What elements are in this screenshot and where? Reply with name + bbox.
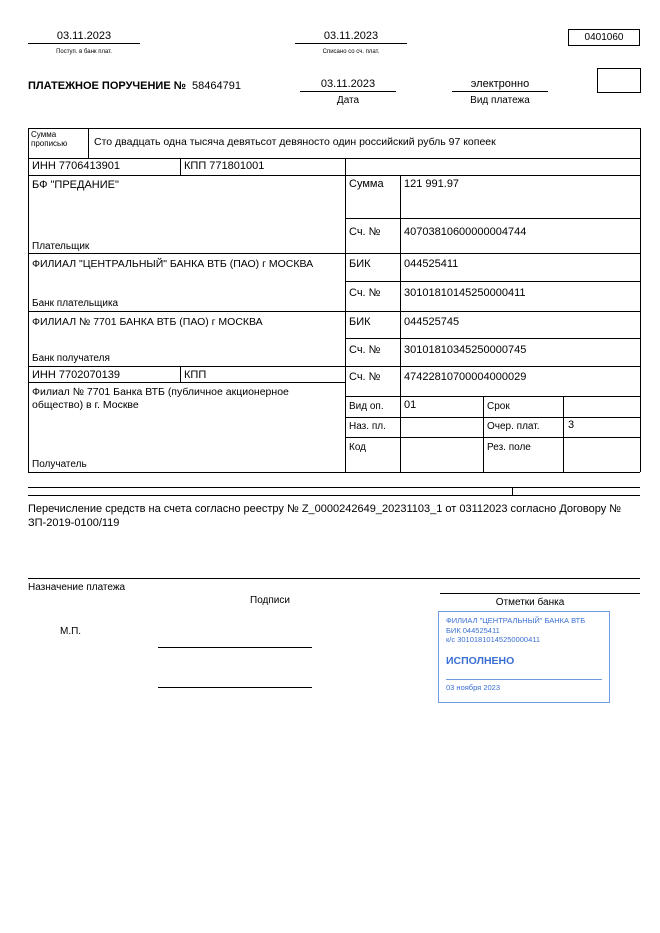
table-hline [28, 158, 640, 159]
payer-role-label: Плательщик [32, 241, 90, 252]
table-vline [483, 396, 484, 472]
stamp-bik: БИК 044525411 [446, 625, 500, 635]
code-label: Код [349, 442, 367, 453]
payer-bank-account-value: 30101810145250000411 [404, 287, 526, 299]
amount-label: Сумма [349, 178, 384, 190]
purpose-text: Перечисление средств на счета согласно реестру № Z_0000242649_20231103_1 от 03112023 согласно Договору № ЗП-2019-0100/119 [28, 503, 622, 529]
debited-date-caption: Списано со сч. плат. [322, 49, 380, 55]
payer-account-value: 40703810600000004744 [404, 226, 527, 238]
thin-row-hline [28, 487, 640, 488]
table-vline [400, 175, 401, 472]
payer-bank-role-label: Банк плательщика [32, 298, 119, 309]
doc-date-caption: Дата [336, 95, 360, 106]
table-vline [180, 158, 181, 175]
purpose-code-label: Наз. пл. [349, 421, 386, 432]
form-code-box [568, 29, 640, 46]
doc-number: 58464791 [192, 80, 241, 92]
stamp-date: 03 ноября 2023 [446, 679, 602, 693]
status-code-box [597, 68, 641, 93]
table-hline [345, 338, 640, 339]
payee-bank-account-value: 30101810345250000745 [404, 344, 527, 356]
payer-name: БФ "ПРЕДАНИЕ" [32, 179, 119, 191]
op-type-label: Вид оп. [349, 401, 384, 412]
table-hline [345, 396, 640, 397]
table-hline [345, 218, 640, 219]
thin-row-hline [28, 495, 640, 496]
table-vline [640, 158, 641, 472]
payer-bank-bik-label: БИК [349, 258, 371, 270]
table-vline [563, 396, 564, 472]
table-vline [345, 158, 346, 472]
payer-bank-bik-value: 044525411 [404, 258, 459, 270]
payer-inn: ИНН 7706413901 [32, 160, 121, 172]
queue-value: 3 [568, 419, 575, 431]
payee-bank-account-label: Сч. № [349, 344, 381, 356]
debited-date: 03.11.2023 [295, 30, 407, 44]
bank-stamp [438, 611, 610, 703]
received-date-caption: Поступ. в банк плат. [56, 49, 112, 55]
doc-title-label: ПЛАТЕЖНОЕ ПОРУЧЕНИЕ № [28, 80, 186, 92]
table-hline [345, 437, 640, 438]
payee-inn: ИНН 7702070139 [32, 369, 121, 381]
table-hline [28, 366, 640, 367]
amount-value: 121 991.97 [404, 178, 460, 190]
bank-marks-line [440, 593, 640, 594]
doc-date: 03.11.2023 [300, 78, 396, 92]
table-vline [28, 158, 29, 472]
stamp-corr-account: к/с 30101810145250000411 [446, 635, 541, 644]
table-hline [28, 175, 640, 176]
payee-name: Филиал № 7701 Банка ВТБ (публичное акционерное общество) в г. Москве [32, 386, 289, 411]
mp-label: М.П. [60, 626, 82, 637]
table-hline [345, 417, 640, 418]
payee-role-label: Получатель [32, 459, 87, 470]
received-date: 03.11.2023 [28, 30, 140, 44]
purpose-label: Назначение платежа [28, 582, 126, 593]
payee-bank-bik-value: 044525745 [404, 316, 460, 328]
table-hline [28, 253, 640, 254]
payee-bank-name: ФИЛИАЛ № 7701 БАНКА ВТБ (ПАО) г МОСКВА [32, 316, 263, 328]
table-hline [28, 382, 345, 383]
queue-label: Очер. плат. [487, 421, 540, 432]
payee-bank-bik-label: БИК [349, 316, 371, 328]
table-hline [28, 311, 640, 312]
op-type-value: 01 [404, 399, 417, 411]
term-label: Срок [487, 401, 510, 412]
payment-kind: электронно [452, 78, 548, 92]
stamp-bank-name: ФИЛИАЛ "ЦЕНТРАЛЬНЫЙ" БАНКА ВТБ [446, 616, 586, 625]
table-hline [345, 281, 640, 282]
signature-line [158, 647, 312, 648]
doc-title [28, 80, 241, 93]
signatures-label: Подписи [250, 595, 290, 606]
payee-kpp: КПП [184, 369, 207, 381]
reserve-field-label: Рез. поле [487, 442, 531, 453]
table-hline [28, 472, 640, 473]
payer-bank-account-label: Сч. № [349, 287, 381, 299]
payee-bank-role-label: Банк получателя [32, 353, 110, 364]
payee-account-value: 47422810700004000029 [404, 371, 527, 383]
amount-words: Сто двадцать одна тысяча девятьсот девяносто один российский рубль 97 копеек [94, 136, 496, 148]
bank-marks-label: Отметки банка [495, 597, 565, 608]
stamp-status: ИСПОЛНЕНО [446, 654, 515, 667]
payer-bank-name: ФИЛИАЛ "ЦЕНТРАЛЬНЫЙ" БАНКА ВТБ (ПАО) г МОСКВА [32, 258, 314, 270]
payee-account-label: Сч. № [349, 371, 381, 383]
amount-words-label: Сумма прописью [31, 130, 68, 148]
payment-kind-caption: Вид платежа [470, 95, 530, 106]
signature-line [158, 687, 312, 688]
thin-row-vline [512, 487, 513, 495]
payer-kpp: КПП 771801001 [184, 160, 265, 172]
purpose-line [28, 578, 640, 579]
amount-words-divider [88, 128, 89, 158]
table-vline [180, 366, 181, 382]
payer-account-label: Сч. № [349, 226, 381, 238]
form-code: 0401060 [584, 32, 624, 43]
